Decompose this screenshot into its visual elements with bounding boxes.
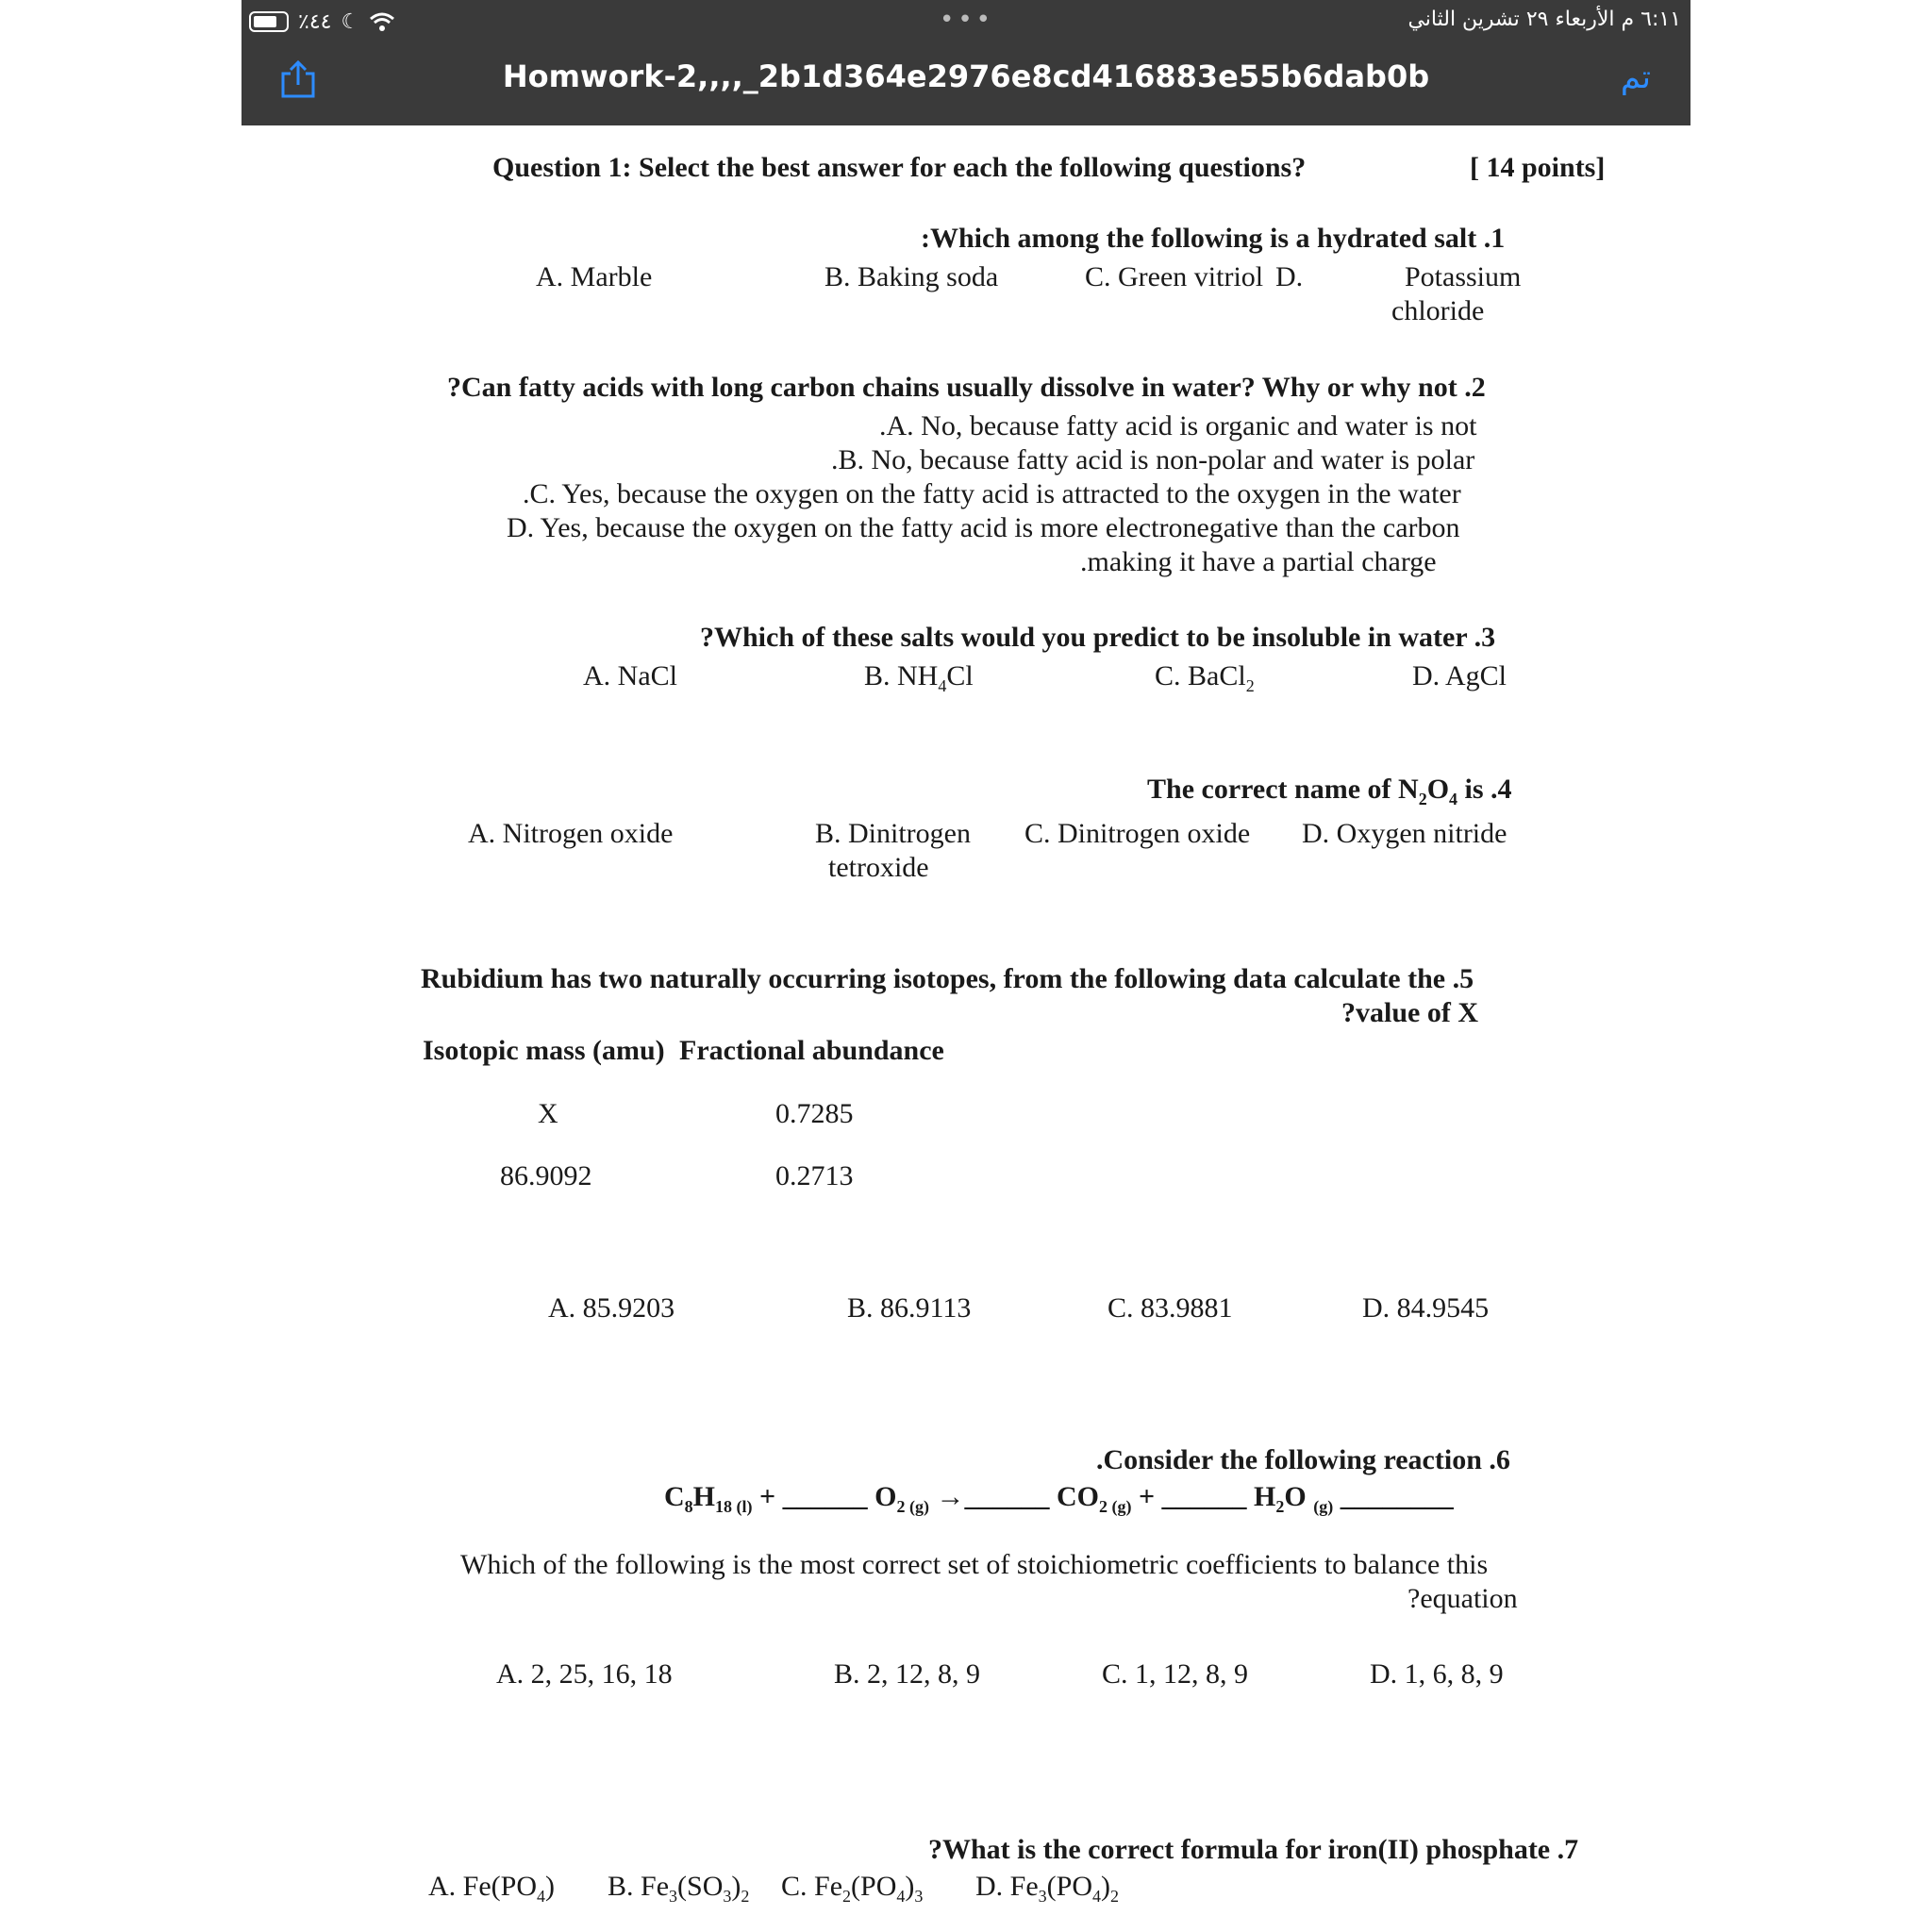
status-time-date: ٦:١١ م الأربعاء ٢٩ تشرين الثاني <box>1407 8 1681 31</box>
item6-option-b: B. 2, 12, 8, 9 <box>834 1658 981 1690</box>
moon-icon: ☾ <box>341 9 360 34</box>
item5-option-c: C. 83.9881 <box>1108 1292 1233 1324</box>
item1-option-d-text2: chloride <box>1391 295 1485 326</box>
item1-option-b: B. Baking soda <box>824 261 999 292</box>
item6-option-c: C. 1, 12, 8, 9 <box>1102 1658 1249 1690</box>
item5-question-cont: ?value of X <box>1341 997 1478 1028</box>
wifi-icon <box>369 11 395 32</box>
item6-subquestion-cont: ?equation <box>1407 1583 1518 1614</box>
item4-option-d: D. Oxygen nitride <box>1302 818 1507 849</box>
item4-option-a: A. Nitrogen oxide <box>468 818 674 849</box>
item2-question: ?Can fatty acids with long carbon chains usually dissolve in water? Why or why not .2 <box>447 372 1486 403</box>
item6-equation: $C_8H_{18 (l)}$ + ______ $O_{2 (g)}$ →______ $CO_{2 (g)}$ + ______ $H_2O$ $_{(g)}$ ________ <box>664 1481 1454 1516</box>
isotope-row1-abundance: 0.7285 <box>775 1098 854 1129</box>
battery-icon <box>249 11 289 32</box>
battery-percent: ٪٤٤ <box>298 9 332 34</box>
done-button[interactable]: تم <box>1620 58 1651 96</box>
item5-option-d: D. 84.9545 <box>1362 1292 1490 1324</box>
item5-question: Rubidium has two naturally occurring isotopes, from the following data calculate the .5 <box>421 963 1474 994</box>
question-heading: Question 1: Select the best answer for each the following questions? <box>492 152 1307 183</box>
multitask-dots[interactable]: ••• <box>940 6 995 34</box>
item4-option-b-cont: tetroxide <box>828 852 929 883</box>
item3-option-b: B. $NH_4Cl$ <box>864 660 974 695</box>
document-title: Homwork-2,,,,_2b1d364e2976e8cd416883e55b6dab0b <box>502 58 1430 94</box>
item5-option-a: A. 85.9203 <box>548 1292 675 1324</box>
item2-option-b: .B. No, because fatty acid is non-polar and water is polar <box>831 444 1475 475</box>
item7-option-c: C. $Fe_2(PO_4)_3$ <box>781 1871 924 1906</box>
item3-option-d: D. AgCl <box>1412 660 1507 691</box>
item1-option-a: A. Marble <box>536 261 653 292</box>
item7-option-a: A. $Fe(PO_4)$ <box>428 1871 556 1906</box>
item4-question: The correct name of $N_2O_4$ is .4 <box>1147 774 1512 808</box>
item6-option-a: A. 2, 25, 16, 18 <box>496 1658 673 1690</box>
item3-option-a: A. NaCl <box>583 660 677 691</box>
item2-option-d-cont: .making it have a partial charge <box>1080 546 1437 577</box>
item4-option-b: B. Dinitrogen <box>815 818 971 849</box>
item2-option-d: D. Yes, because the oxygen on the fatty acid is more electronegative than the carbon <box>507 512 1460 543</box>
item6-subquestion: Which of the following is the most correct set of stoichiometric coefficients to balance this <box>460 1549 1489 1580</box>
item6-question: .Consider the following reaction .6 <box>1096 1444 1510 1475</box>
isotope-table-header-abundance: Fractional abundance <box>679 1035 944 1066</box>
item1-option-d-text: Potassium <box>1405 261 1522 292</box>
item1-question: :Which among the following is a hydrated salt .1 <box>921 223 1506 254</box>
item2-option-a: .A. No, because fatty acid is organic and water is not <box>879 410 1477 441</box>
item6-option-d: D. 1, 6, 8, 9 <box>1370 1658 1504 1690</box>
item2-option-c: .C. Yes, because the oxygen on the fatty acid is attracted to the oxygen in the water <box>523 478 1461 509</box>
document-page <box>242 125 1690 1932</box>
viewer-frame <box>242 0 1690 1932</box>
item7-question: ?What is the correct formula for iron(II) phosphate .7 <box>928 1834 1579 1865</box>
item4-option-c: C. Dinitrogen oxide <box>1024 818 1251 849</box>
item7-option-d: D. $Fe_3(PO_4)_2$ <box>975 1871 1120 1906</box>
item7-option-b: B. $Fe_3(SO_3)_2$ <box>608 1871 750 1906</box>
isotope-row2-mass: 86.9092 <box>500 1160 592 1191</box>
item3-question: ?Which of these salts would you predict to be insoluble in water .3 <box>700 622 1496 653</box>
item1-option-d: D. <box>1275 261 1304 292</box>
status-left <box>249 8 395 36</box>
isotope-row2-abundance: 0.2713 <box>775 1160 854 1191</box>
isotope-row1-mass: X <box>538 1098 558 1129</box>
points-label: [ 14 points] <box>1470 152 1606 183</box>
isotope-table-header-mass: Isotopic mass (amu) <box>423 1035 665 1066</box>
toolbar <box>242 0 1690 125</box>
item1-option-c: C. Green vitriol <box>1085 261 1264 292</box>
item5-option-b: B. 86.9113 <box>847 1292 972 1324</box>
item3-option-c: C. BaCl$_2$ <box>1155 660 1255 695</box>
